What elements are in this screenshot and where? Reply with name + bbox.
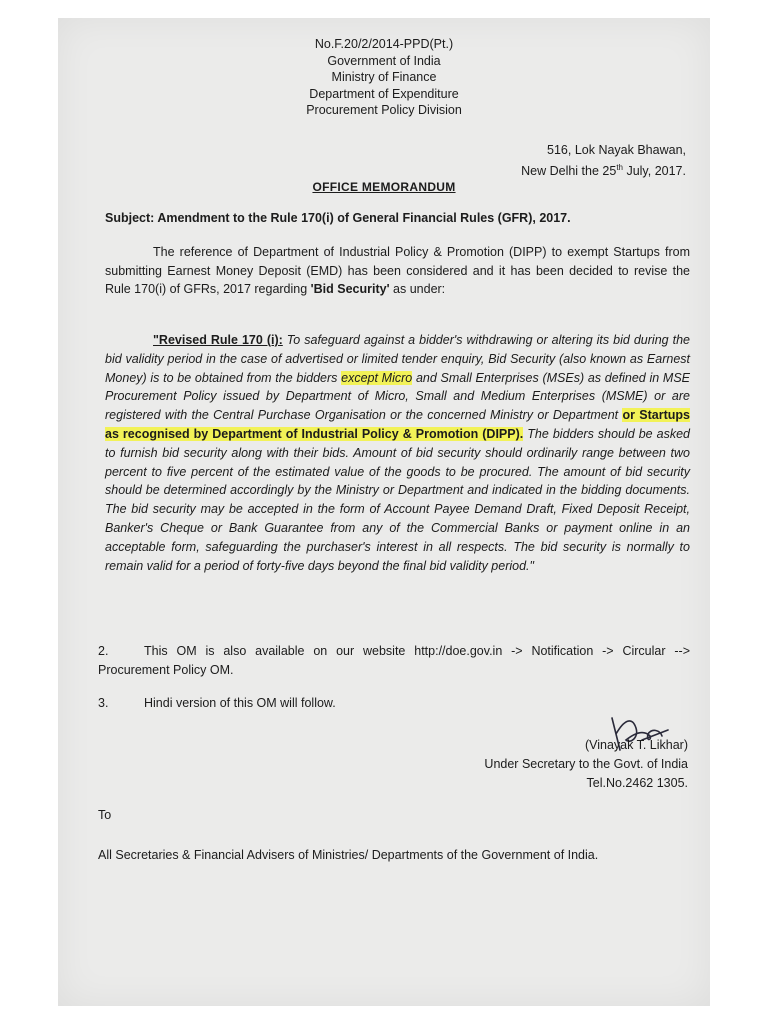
revised-rule-text xyxy=(105,331,690,575)
file-number: No.F.20/2/2014-PPD(Pt.) xyxy=(314,37,454,51)
signatory-designation: Under Secretary to the Govt. of India xyxy=(484,757,688,771)
paragraph-3 xyxy=(98,696,336,710)
department-name: Department of Expenditure xyxy=(309,86,459,101)
place-date xyxy=(521,159,686,180)
revised-rule-title: "Revised Rule 170 (i): xyxy=(153,333,283,347)
signature-block xyxy=(484,736,688,793)
date-superscript: th xyxy=(616,163,623,172)
rule-part-1: To safeguard against a bidder's withdrawing or altering its bid during the bid validity period in the case of advertised or limited tender enquiry, Bid Security (also known as Earnest Money) is to be obtained from the bidders xyxy=(105,333,690,385)
rule-part-3: The bidders should be asked to furnish bid security along with their bids. Amount of bid security should ordinarily range between two percent to five percent of the estimated value of the goods to be procured. The amount of bid security should be determined accordingly by the Ministry or Department and indicated in the bidding documents. The bid security may be accepted in the form of Account Payee Demand Draft, Fixed Deposit Receipt, Banker's Cheque or Bank Guarantee from any of the Commercial Banks or payment online in an acceptable form, safeguarding the purchaser's interest in all respects. The bid security is normally to remain valid for a period of forty-five days beyond the final bid validity period." xyxy=(105,426,691,573)
paragraph-3-number: 3. xyxy=(98,696,109,710)
rule-part-2: and Small Enterprises (MSEs) as defined in MSE Procurement Policy issued by Department of Micro, Small and Medium Enterprises (MSME) or are registered with the Central Purchase Organisation or the concerned Ministry or Department xyxy=(105,370,691,423)
paragraph-1-text: The reference of Department of Industrial Policy & Promotion (DIPP) to exempt Startups from submitting Earnest Money Deposit (EMD) has been considered and it has been decided to revise the Rule 170(i) of GFRs, 2017 regarding xyxy=(105,245,690,296)
recipients: All Secretaries & Financial Advisers of Ministries/ Departments of the Government of India. xyxy=(98,848,599,862)
paragraph-3-text: Hindi version of this OM will follow. xyxy=(144,696,336,710)
paragraph-1 xyxy=(105,243,690,299)
date-suffix: July, 2017. xyxy=(622,164,686,179)
subject-line: Subject: Amendment to the Rule 170(i) of General Financial Rules (GFR), 2017. xyxy=(105,211,571,225)
division-name: Procurement Policy Division xyxy=(306,103,462,117)
paragraph-1-tail: as under: xyxy=(389,282,446,296)
paragraph-2 xyxy=(98,642,690,680)
paragraph-2-text: This OM is also available on our website http://doe.gov.in -> Notification -> Circular --> Procurement Policy OM. xyxy=(98,644,690,677)
office-address: 516, Lok Nayak Bhawan, xyxy=(547,143,686,157)
memorandum-title: OFFICE MEMORANDUM xyxy=(312,180,456,194)
ministry-name: Ministry of Finance xyxy=(331,70,437,84)
government-name: Government of India xyxy=(327,53,441,68)
highlight-startups: or Startups as recognised by Department of Industrial Policy & Promotion (DIPP). xyxy=(105,408,690,441)
highlight-micro: except Micro xyxy=(341,370,413,385)
signatory-name: (Vinayak T. Likhar) xyxy=(584,738,688,752)
letterhead xyxy=(58,36,710,119)
address-block xyxy=(521,142,686,180)
to-label: To xyxy=(98,808,112,822)
signatory-phone: Tel.No.2462 1305. xyxy=(586,776,688,790)
memorandum-page xyxy=(58,18,710,1006)
paragraph-2-number: 2. xyxy=(98,644,109,658)
bid-security-term: 'Bid Security' xyxy=(310,282,390,296)
date-prefix: New Delhi the 25 xyxy=(521,164,617,179)
